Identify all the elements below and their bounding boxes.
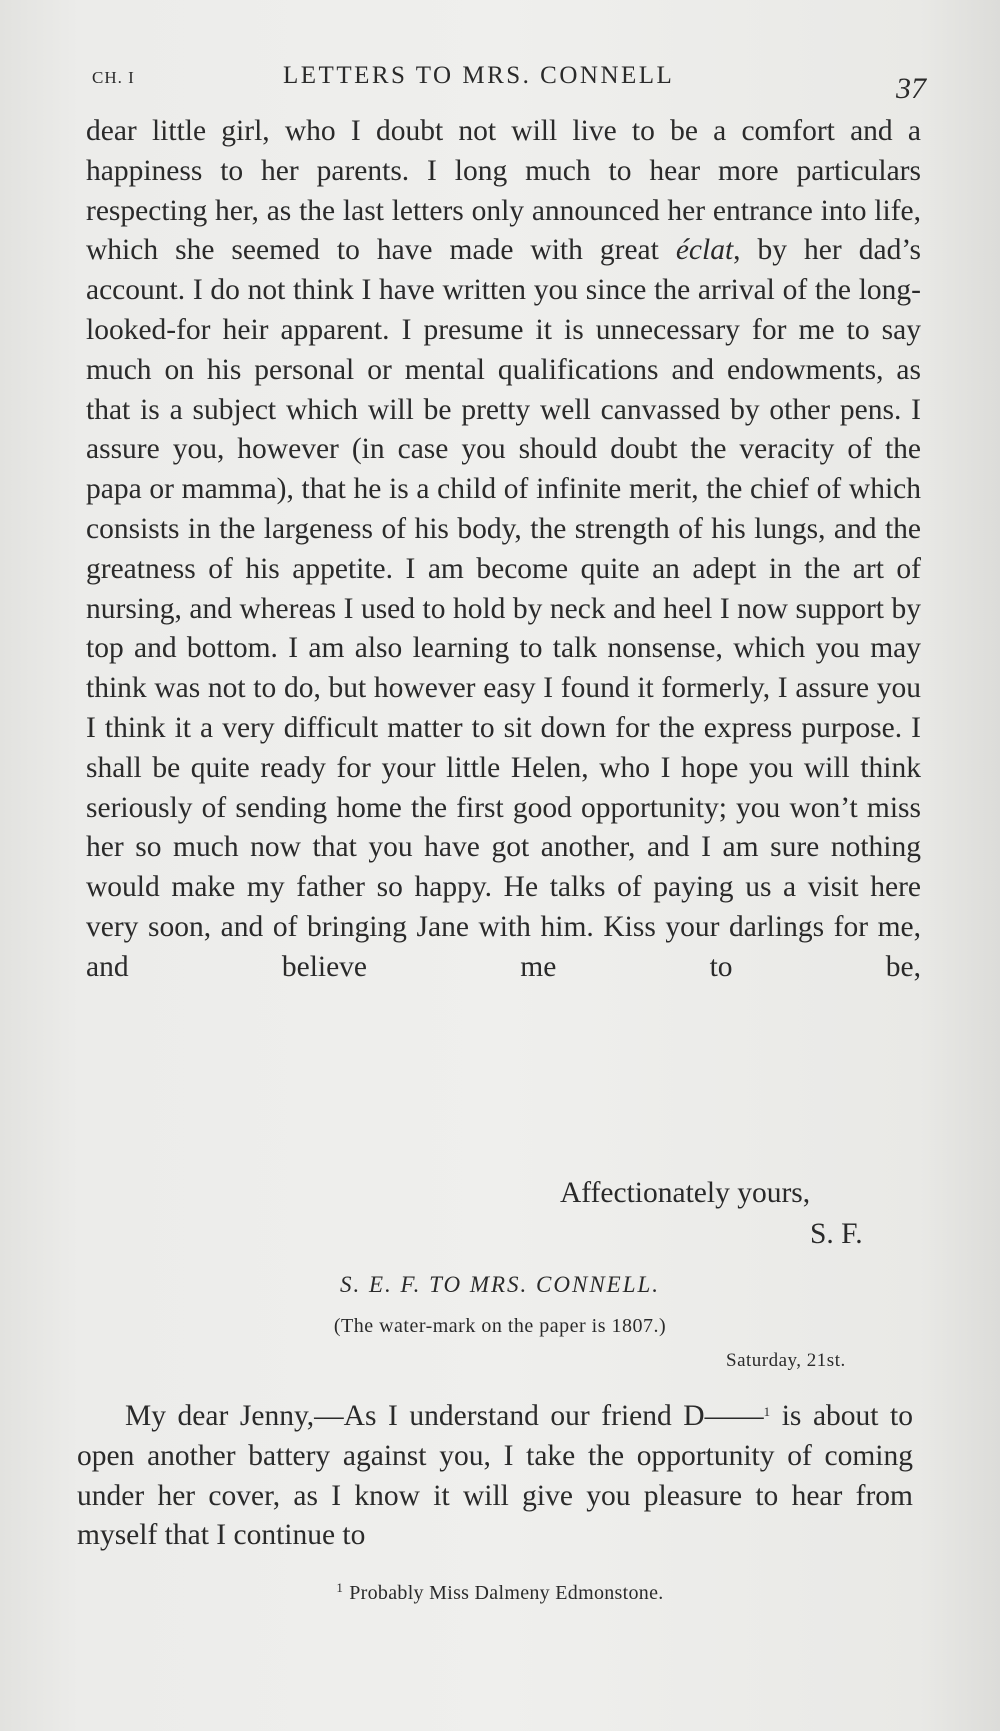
body-text-part1: dear little girl, who I doubt not will live to be a comfort and a happiness to her parents. I long much to hear more particulars respecting her, as the last letters only announced her entrance into life, which she seemed to have made with great [86, 115, 921, 267]
letter-signature: S. F. [810, 1218, 863, 1250]
letter-paragraph [86, 112, 921, 988]
footnote-text: Probably Miss Dalmeny Edmonstone. [349, 1582, 664, 1604]
letter-body [86, 112, 921, 988]
footnote [0, 1580, 1000, 1605]
chapter-label: CH. I [92, 68, 135, 87]
watermark-note: (The water-mark on the paper is 1807.) [333, 1315, 667, 1337]
page-header [0, 58, 1000, 108]
footnote-mark: 1 [336, 1580, 344, 1595]
body-text-part2: , by her dad’s account. I do not think I have written you since the arrival of the long-looked-for heir apparent. I presume it is unnecessary for me to say much on his personal or mental qualifications and endowments, as that is a subject which will be pretty well canvassed by other pens. I assure you, however (in case you should doubt the veracity of the papa or mamma), that he is a child of infinite merit, the chief of which consists in the largeness of his body, the strength of his lungs, and the greatness of his appetite. I am become quite an adept in the art of nursing, and whereas I used to hold by neck and heel I now support by top and bottom. I am also learning to talk nonsense, which you may think was not to do, but however easy I found it formerly, I assure you I think it a very difficult matter to sit down for the express purpose. I shall be quite ready for your little Helen, who I hope you will think seriously of sending home the first good opportunity; you won’t miss her so much now that you have got another, and I am sure nothing would make my father so happy. He talks of paying us a visit here very soon, and of bringing Jane with him. Kiss your darlings for me, and believe me to be, [86, 234, 921, 983]
page-number: 37 [896, 72, 926, 105]
second-letter-continuation: is about to open another battery against you, I take the opportunity of coming under her cover, as I know it will give you pleasure to hear from myself that I continue to [77, 1400, 913, 1552]
letter-date: Saturday, 21st. [726, 1350, 846, 1371]
letter-heading: S. E. F. TO MRS. CONNELL. [339, 1272, 661, 1297]
second-letter-paragraph [77, 1392, 913, 1556]
second-letter-opening: My dear Jenny,—As I understand our friend D—— [125, 1400, 764, 1432]
second-letter-body [77, 1392, 913, 1556]
running-title: LETTERS TO MRS. CONNELL [283, 62, 675, 89]
italic-eclat: éclat [675, 234, 734, 267]
letter-closing: Affectionately yours, [560, 1177, 811, 1209]
footnote-reference: 1 [763, 1404, 771, 1419]
